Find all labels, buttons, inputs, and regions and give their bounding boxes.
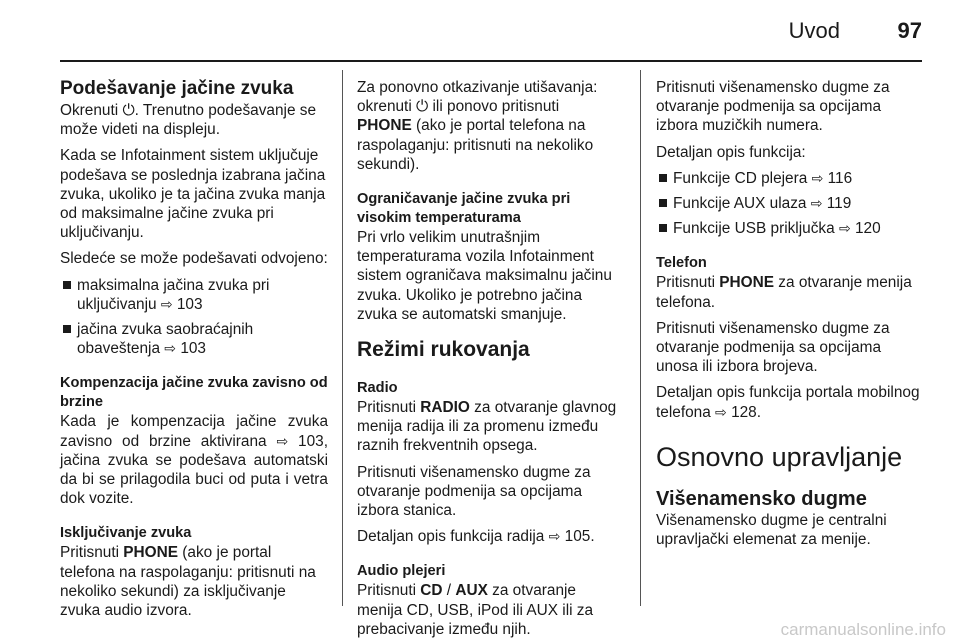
column-divider: [342, 70, 343, 606]
heading-mute: Isključivanje zvuka: [60, 525, 192, 542]
arrow-right-icon: ⇨: [715, 403, 727, 420]
watermark: carmanualsonline.info: [780, 620, 946, 639]
bullet-square-icon: [659, 224, 667, 232]
paragraph: Pri vrlo velikim unutrašnjim temperaturama vozila Infotainment sistem ograničava maksimalnu jačinu zvuka. Ukoliko je potrebno jačina zvuka se automatski smanjuje.: [357, 229, 612, 323]
page-ref: 119: [826, 195, 852, 213]
page-ref: 103: [176, 295, 203, 313]
list-item: [656, 219, 926, 238]
text: jačina zvuka se podešava automatski da bi se prilagodila buci od puta i vetra dok vozite.: [60, 451, 328, 508]
text: Okrenuti: [60, 102, 123, 119]
paragraph: [60, 101, 328, 139]
page-ref: 128.: [731, 403, 762, 421]
page-number: 97: [897, 18, 922, 43]
section-title: Uvod: [788, 18, 840, 43]
phone-key-label: PHONE: [719, 274, 775, 292]
arrow-right-icon: ⇨: [811, 169, 824, 186]
list-item: [656, 169, 926, 188]
text: Kada je kompenzacija jačine zvuka zavisno od brzine aktivirana: [60, 413, 328, 450]
power-knob-icon: ⏻: [416, 98, 429, 116]
phone-key-label: PHONE: [357, 117, 412, 135]
arrow-right-icon: ⇨: [160, 295, 173, 312]
paragraph: Sledeće se može podešavati odvojeno:: [60, 250, 328, 268]
paragraph: Višenamensko dugme je centralni upravljački elemenat za menije.: [656, 511, 887, 549]
paragraph: Pritisnuti višenamensko dugme za otvaranje podmenija sa opcijama unosa ili izbora brojeva.: [656, 319, 890, 376]
text: Za ponovno otkazivanje utišavanja: okrenuti: [357, 79, 598, 116]
page-ref: 120: [854, 220, 881, 238]
bullet-square-icon: [63, 325, 71, 333]
heading-phone: Telefon: [656, 255, 707, 272]
paragraph: [656, 273, 926, 311]
text: za otvaranje menija telefona.: [656, 274, 912, 311]
paragraph: [357, 527, 625, 546]
page-ref: 116: [827, 169, 853, 187]
heading-audio-players: Audio plejeri: [357, 563, 446, 580]
text: . Trenutno podešavanje se može videti na displeju.: [60, 102, 317, 139]
bullet-list: [656, 169, 926, 239]
text: Pritisnuti: [60, 544, 124, 562]
arrow-right-icon: ⇨: [810, 195, 823, 212]
text: Funkcije AUX ulaza: [673, 195, 807, 213]
column-middle: [357, 78, 625, 642]
arrow-right-icon: ⇨: [276, 432, 289, 449]
text: ili ponovo pritisnuti: [428, 98, 560, 116]
paragraph: [60, 412, 328, 508]
page-ref: 105.: [564, 528, 595, 546]
page-ref: 103: [180, 340, 206, 358]
text: za otvaranje menija CD, USB, iPod ili AUX ili za prebacivanje između njih.: [357, 582, 594, 638]
text: maksimalna jačina zvuka pri uključivanju: [77, 276, 270, 313]
text: Funkcije USB priključka: [673, 220, 835, 238]
paragraph: [357, 398, 625, 456]
heading-basic-operation: Osnovno upravljanje: [656, 441, 903, 472]
phone-key-label: PHONE: [123, 544, 179, 562]
heading-operating-modes: Režimi rukovanja: [357, 338, 530, 362]
page-header: [60, 14, 922, 62]
text: za otvaranje glavnog menija radija ili za promenu između raznih frekventnih opsega.: [357, 399, 617, 455]
arrow-right-icon: ⇨: [164, 340, 177, 357]
heading-temperature-limit: Ograničavanje jačine zvuka pri visokim temperaturama: [357, 191, 571, 227]
radio-key-label: RADIO: [420, 399, 470, 417]
arrow-right-icon: ⇨: [838, 220, 851, 237]
paragraph: [656, 383, 926, 421]
list-item: [656, 194, 926, 213]
heading-radio: Radio: [357, 380, 398, 397]
power-knob-icon: ⏻: [122, 102, 135, 119]
paragraph: [60, 543, 328, 620]
list-item: [60, 276, 328, 314]
paragraph: [357, 581, 625, 639]
aux-key-label: AUX: [455, 582, 488, 600]
text: /: [442, 582, 456, 600]
paragraph: Pritisnuti višenamensko dugme za otvaranje podmenija sa opcijama izbora muzičkih numera.: [656, 79, 890, 135]
paragraph: Detaljan opis funkcija:: [656, 143, 806, 161]
heading-speed-compensation: Kompenzacija jačine zvuka zavisno od brzine: [60, 375, 328, 411]
paragraph: [357, 78, 625, 174]
column-right: [656, 78, 926, 556]
text: jačina zvuka saobraćajnih obaveštenja: [77, 321, 254, 358]
arrow-right-icon: ⇨: [548, 528, 561, 545]
paragraph: Pritisnuti višenamensko dugme za otvaranje podmenija sa opcijama izbora stanica.: [357, 463, 591, 520]
bullet-square-icon: [659, 199, 667, 207]
column-divider: [640, 70, 641, 606]
bullet-square-icon: [63, 281, 71, 289]
text: Funkcije CD plejera: [673, 169, 808, 187]
cd-key-label: CD: [420, 582, 443, 600]
bullet-list: [60, 276, 328, 359]
text: (ako je portal telefona na raspolaganju: pritisnuti na nekoliko sekundi).: [357, 117, 594, 173]
column-left: [60, 78, 328, 627]
paragraph: Kada se Infotainment sistem uključuje podešava se poslednja izabrana jačina zvuka, ukoliko je ta jačina zvuka manja od maksimalne jačine zvuka pri uključivanju.: [60, 147, 326, 242]
text: Detaljan opis funkcija radija: [357, 528, 549, 546]
bullet-square-icon: [659, 174, 667, 182]
list-item: [60, 320, 328, 358]
page-ref: 103,: [298, 432, 328, 450]
text: Detaljan opis funkcija portala mobilnog telefona: [656, 384, 920, 421]
text: Pritisnuti: [357, 582, 421, 600]
header-rule: [60, 60, 922, 62]
text: Pritisnuti: [656, 274, 720, 292]
heading-volume-setting: Podešavanje jačine zvuka: [60, 78, 294, 99]
text: (ako je portal telefona na raspolaganju: pritisnuti na nekoliko sekundi) za isključivanje zvuka audio izvora.: [60, 544, 316, 620]
text: Pritisnuti: [357, 399, 421, 417]
heading-multifunction-knob: Višenamensko dugme: [656, 487, 867, 510]
